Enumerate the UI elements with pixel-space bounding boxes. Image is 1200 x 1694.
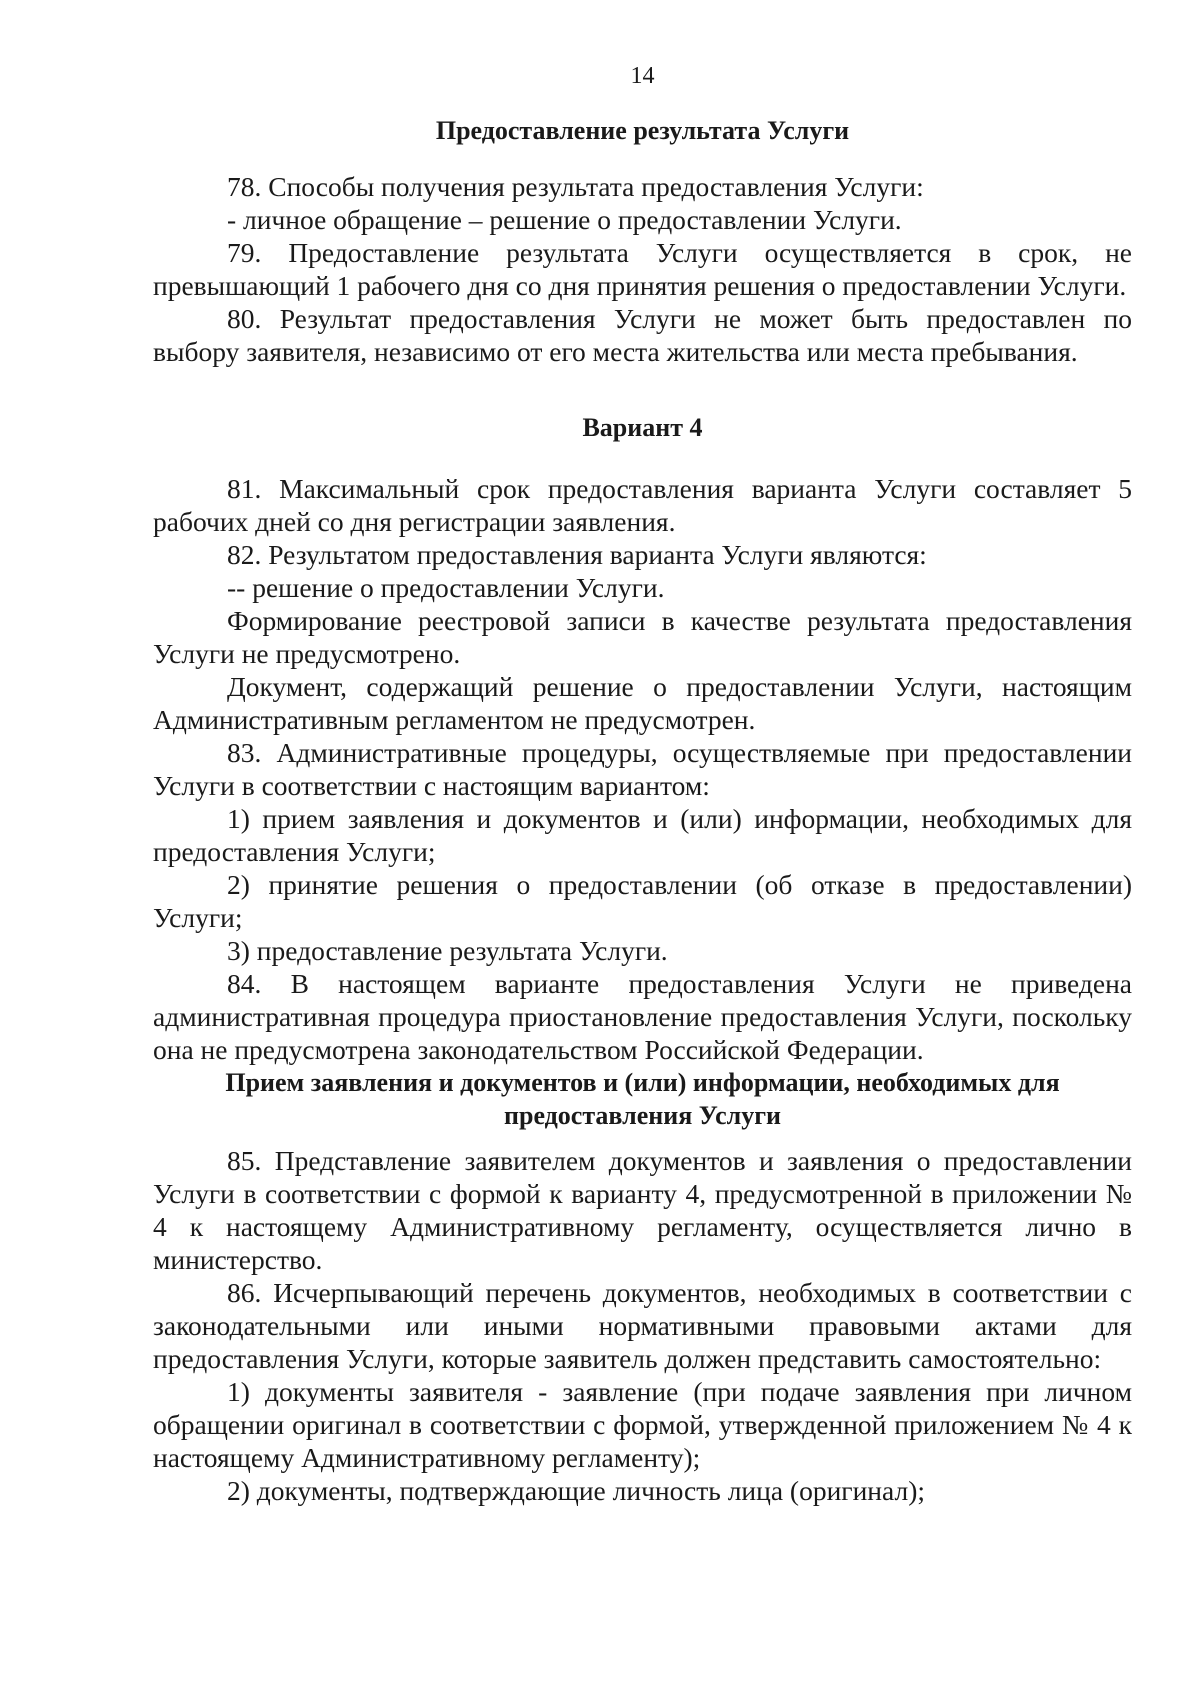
paragraph-registry-record: Формирование реестровой записи в качестве результата предоставления Услуги не предусмотрено. xyxy=(153,605,1132,669)
paragraph-83-item-3: 3) предоставление результата Услуги. xyxy=(227,935,668,966)
paragraph-86: 86. Исчерпывающий перечень документов, необходимых в соответствии с законодательными или иными нормативными правовыми актами для предоставления Услуги, которые заявитель должен представить самостоятельно: xyxy=(153,1277,1132,1374)
paragraph-78: 78. Способы получения результата предоставления Услуги: xyxy=(227,171,924,202)
paragraph-83-item-2: 2) принятие решения о предоставлении (об отказе в предоставлении) Услуги; xyxy=(153,869,1132,933)
section-heading-application-intake xyxy=(153,1066,1132,1132)
paragraph-83: 83. Административные процедуры, осуществляемые при предоставлении Услуги в соответствии с настоящим вариантом: xyxy=(153,737,1132,801)
section-heading-line-2: предоставления Услуги xyxy=(504,1101,781,1130)
section-result-body xyxy=(153,170,1132,368)
paragraph-83-item-1: 1) прием заявления и документов и (или) информации, необходимых для предоставления Услуги; xyxy=(153,803,1132,867)
page-number: 14 xyxy=(630,63,655,89)
section-heading-variant-4: Вариант 4 xyxy=(582,413,703,442)
section-application-intake-body xyxy=(153,1144,1132,1507)
paragraph-78-item: - личное обращение – решение о предоставлении Услуги. xyxy=(227,204,902,235)
paragraph-decision-document: Документ, содержащий решение о предоставлении Услуги, настоящим Административным регламентом не предусмотрен. xyxy=(153,671,1132,735)
section-variant-4-body xyxy=(153,472,1132,1066)
paragraph-86-item-1: 1) документы заявителя - заявление (при подаче заявления при личном обращении оригинал в соответствии с формой, утвержденной приложением № 4 к настоящему Административному регламенту); xyxy=(153,1376,1132,1473)
paragraph-86-item-2: 2) документы, подтверждающие личность лица (оригинал); xyxy=(227,1475,925,1506)
paragraph-79: 79. Предоставление результата Услуги осуществляется в срок, не превышающий 1 рабочего дня со дня принятия решения о предоставлении Услуги. xyxy=(153,237,1132,301)
section-heading-line-1: Прием заявления и документов и (или) информации, необходимых для xyxy=(225,1068,1060,1097)
section-heading-result: Предоставление результата Услуги xyxy=(435,116,850,145)
paragraph-82-item: -- решение о предоставлении Услуги. xyxy=(227,572,665,603)
paragraph-80: 80. Результат предоставления Услуги не может быть предоставлен по выбору заявителя, независимо от его места жительства или места пребывания. xyxy=(153,303,1132,367)
paragraph-82: 82. Результатом предоставления варианта Услуги являются: xyxy=(227,539,927,570)
paragraph-81: 81. Максимальный срок предоставления варианта Услуги составляет 5 рабочих дней со дня регистрации заявления. xyxy=(153,473,1132,537)
paragraph-84: 84. В настоящем варианте предоставления Услуги не приведена административная процедура приостановление предоставления Услуги, поскольку она не предусмотрена законодательством Российской Федерации. xyxy=(153,968,1132,1065)
paragraph-85: 85. Представление заявителем документов и заявления о предоставлении Услуги в соответствии с формой к варианту 4, предусмотренной в приложении № 4 к настоящему Административному регламенту, осуществляется лично в министерство. xyxy=(153,1145,1132,1275)
